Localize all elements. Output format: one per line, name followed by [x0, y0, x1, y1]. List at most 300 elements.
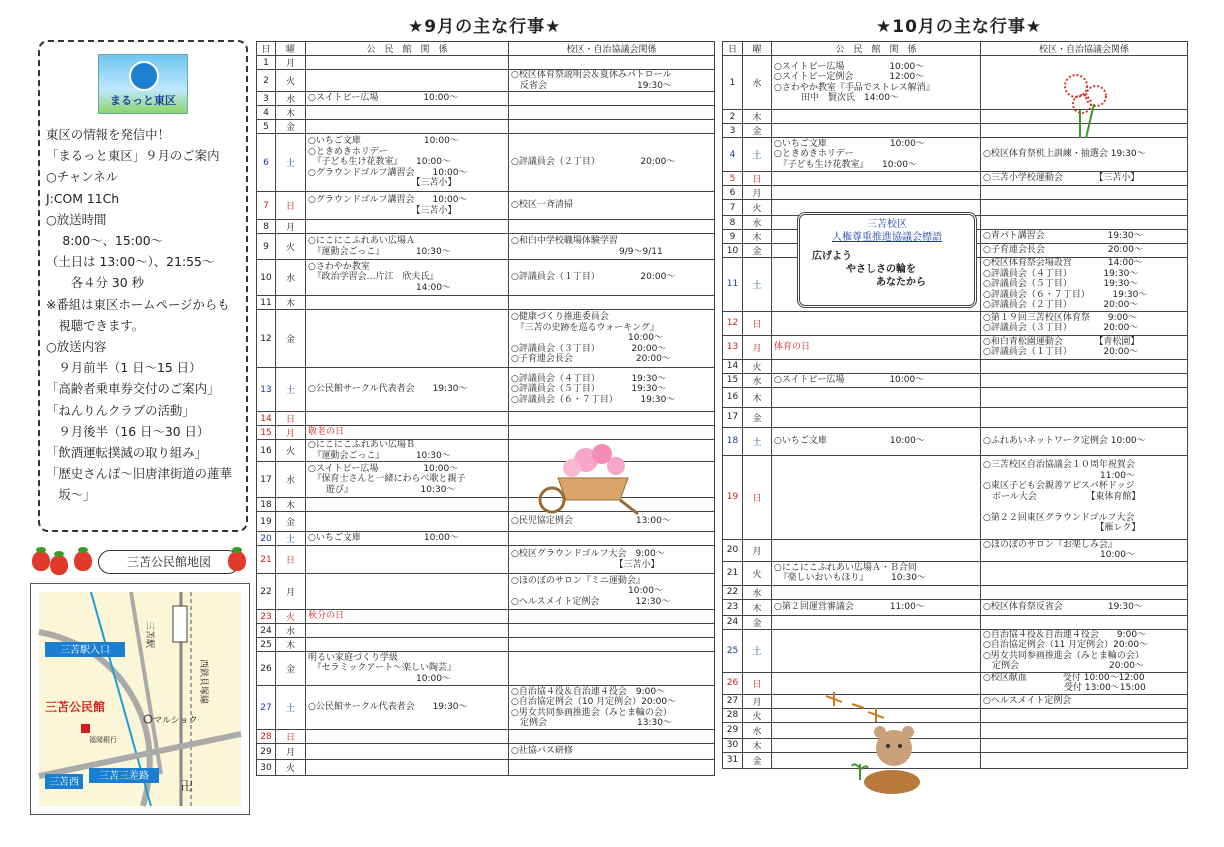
- school-cell: ○和白青松園運動会 【青松園】 ○評議員会（１丁目） 20:00～: [981, 335, 1188, 359]
- weekday-cell: 木: [276, 638, 306, 652]
- weekday-cell: 月: [743, 335, 772, 359]
- table-row: [257, 532, 715, 546]
- day-cell: 10: [723, 244, 743, 258]
- strawberry-icon: [228, 551, 246, 571]
- table-row: [257, 368, 715, 412]
- weekday-cell: 日: [276, 730, 306, 744]
- school-cell: [981, 561, 1188, 585]
- strawberry-icon: [50, 555, 68, 575]
- school-cell: [509, 652, 715, 686]
- kominkan-cell: ○第２回運営審議会 11:00～: [772, 599, 981, 615]
- weekday-cell: 月: [276, 220, 306, 234]
- access-map: [30, 583, 250, 815]
- info-line: ○放送時間: [46, 211, 107, 227]
- table-header-row: [723, 42, 1188, 56]
- school-cell: [509, 296, 715, 310]
- map-title-bar: [30, 547, 250, 579]
- day-cell: 19: [257, 512, 276, 532]
- map-label-railway: 西鉄貝塚線: [198, 659, 208, 705]
- weekday-cell: 水: [276, 92, 306, 106]
- school-cell: [981, 752, 1188, 768]
- info-line: ○チャンネル: [46, 169, 119, 185]
- school-cell: ○評議員会（２丁目） 20:00～: [509, 134, 715, 192]
- kominkan-cell: [306, 730, 509, 744]
- weekday-cell: 日: [276, 412, 306, 426]
- weekday-cell: 月: [276, 574, 306, 610]
- kominkan-cell: [772, 110, 981, 124]
- weekday-cell: 木: [743, 387, 772, 407]
- slogan-line2: やさしさの輪を: [846, 264, 916, 275]
- school-cell: [509, 760, 715, 776]
- school-cell: [509, 610, 715, 624]
- weekday-cell: 木: [743, 599, 772, 615]
- kominkan-cell: ○スイトピー広場 10:00～: [772, 373, 981, 387]
- weekday-cell: 日: [743, 455, 772, 539]
- day-cell: 29: [257, 744, 276, 760]
- map-label-shrine: 卍: [181, 779, 194, 793]
- oct-title: ★10月の主な行事★: [876, 17, 1043, 37]
- school-cell: [981, 708, 1188, 722]
- map-label-station-entrance: 三苫駅入口: [60, 645, 110, 656]
- table-row: [723, 561, 1188, 585]
- table-row: [257, 310, 715, 368]
- day-cell: 17: [257, 462, 276, 498]
- table-row: [723, 752, 1188, 768]
- day-cell: 8: [257, 220, 276, 234]
- school-cell: [509, 730, 715, 744]
- school-cell: [509, 120, 715, 134]
- info-line: 東区の情報を発信中！: [46, 127, 170, 142]
- info-line: ※番組は東区ホームページからも: [46, 296, 230, 312]
- kominkan-cell: ○スイトピー広場 10:00～: [306, 92, 509, 106]
- weekday-cell: 金: [276, 310, 306, 368]
- kominkan-cell: ○さわやか教室 『政治学習会…片江 欣夫氏』 14:00～: [306, 260, 509, 296]
- kominkan-cell: [306, 106, 509, 120]
- table-row: [257, 610, 715, 624]
- weekday-cell: 土: [276, 686, 306, 730]
- weekday-cell: 木: [276, 498, 306, 512]
- kominkan-cell: ○公民館サークル代表者会 19:30～: [306, 368, 509, 412]
- table-row: [257, 744, 715, 760]
- day-cell: 17: [723, 407, 743, 427]
- weekday-cell: 火: [743, 200, 772, 216]
- table-row: [257, 106, 715, 120]
- day-cell: 14: [257, 412, 276, 426]
- day-cell: 7: [257, 192, 276, 220]
- day-cell: 23: [723, 599, 743, 615]
- school-cell: ○ふれあいネットワーク定例会 10:00～: [981, 427, 1188, 455]
- weekday-cell: 土: [743, 629, 772, 672]
- day-cell: 8: [723, 216, 743, 230]
- weekday-cell: 土: [743, 427, 772, 455]
- school-cell: [509, 638, 715, 652]
- logo-text: まるっと東区: [110, 94, 176, 107]
- day-cell: 27: [723, 694, 743, 708]
- info-line: 8:00～、15:00～: [46, 233, 164, 249]
- weekday-cell: 水: [743, 373, 772, 387]
- info-line: J:COM 11Ch: [46, 190, 120, 206]
- school-cell: ○ほのぼのサロン『お楽しみ会』 10:00～: [981, 539, 1188, 561]
- kominkan-cell: [306, 296, 509, 310]
- day-cell: 10: [257, 260, 276, 296]
- school-cell: ○校区体育祭机上訓練・抽選会 19:30～: [981, 138, 1188, 172]
- hall-marker: [81, 724, 90, 733]
- table-row: [723, 694, 1188, 708]
- kominkan-cell: [306, 744, 509, 760]
- kominkan-cell: [772, 359, 981, 373]
- col-header-weekday: 曜: [743, 42, 772, 56]
- bear-with-dragonflies-icon: [820, 688, 930, 798]
- info-line: 「高齢者乗車券交付のご案内」: [46, 381, 220, 397]
- kominkan-cell: 秋分の日: [306, 610, 509, 624]
- col-header-kominkan: 公 民 館 関 係: [306, 42, 509, 56]
- kominkan-cell: [306, 412, 509, 426]
- table-row: [257, 134, 715, 192]
- day-cell: 4: [257, 106, 276, 120]
- day-cell: 7: [723, 200, 743, 216]
- kominkan-cell: 敬老の日: [306, 426, 509, 440]
- weekday-cell: 日: [276, 192, 306, 220]
- kominkan-cell: 体育の日: [772, 335, 981, 359]
- school-cell: [981, 373, 1188, 387]
- table-row: [723, 407, 1188, 427]
- weekday-cell: 水: [276, 462, 306, 498]
- weekday-cell: 月: [276, 426, 306, 440]
- slogan-box: [797, 212, 977, 308]
- day-cell: 9: [257, 234, 276, 260]
- weekday-cell: 土: [276, 532, 306, 546]
- weekday-cell: 土: [276, 134, 306, 192]
- school-cell: ○和白中学校職場体験学習 9/9～9/11: [509, 234, 715, 260]
- school-cell: ○校区グラウンドゴルフ大会 9:00～ 【三苫小】: [509, 546, 715, 574]
- kominkan-cell: [772, 311, 981, 335]
- school-cell: [981, 407, 1188, 427]
- kominkan-cell: [306, 624, 509, 638]
- weekday-cell: 日: [276, 546, 306, 574]
- table-row: [257, 760, 715, 776]
- table-row: [257, 234, 715, 260]
- table-row: [723, 629, 1188, 672]
- day-cell: 3: [723, 124, 743, 138]
- school-cell: [509, 412, 715, 426]
- day-cell: 18: [723, 427, 743, 455]
- table-row: [257, 220, 715, 234]
- day-cell: 21: [723, 561, 743, 585]
- weekday-cell: 日: [743, 172, 772, 186]
- slogan-line3: あなたから: [876, 277, 926, 288]
- school-cell: ○校区体育祭反省会 19:30～: [981, 599, 1188, 615]
- day-cell: 13: [723, 335, 743, 359]
- weekday-cell: 水: [276, 624, 306, 638]
- weekday-cell: 木: [743, 230, 772, 244]
- weekday-cell: 土: [276, 368, 306, 412]
- table-row: [723, 738, 1188, 752]
- table-row: [723, 585, 1188, 599]
- school-cell: ○三苫校区自治協議会１０周年祝賀会 11:00～ ○東区子ども会親善アピスパ杯ドッジ ボール大会 【東体育館】 ○第２２回東区グラウンドゴルフ大会 【雁レク】: [981, 455, 1188, 539]
- day-cell: 28: [723, 708, 743, 722]
- day-cell: 20: [257, 532, 276, 546]
- weekday-cell: 土: [743, 138, 772, 172]
- weekday-cell: 火: [743, 359, 772, 373]
- col-header-kominkan: 公 民 館 関 係: [772, 42, 981, 56]
- table-row: [257, 70, 715, 92]
- table-row: [257, 686, 715, 730]
- info-box: [38, 40, 248, 532]
- school-cell: [981, 722, 1188, 738]
- info-line: 「ねんりんクラブの活動」: [46, 402, 195, 418]
- school-cell: ○三苫小学校運動会 【三苫小】: [981, 172, 1188, 186]
- map-label-crossroad: 三苫三差路: [99, 771, 149, 782]
- logo-mark-icon: [129, 61, 159, 91]
- slogan-org: 三苫校区: [867, 219, 907, 230]
- table-row: [723, 138, 1188, 172]
- kominkan-cell: ○にこにこふれあい広場Ａ・Ｂ合同 『楽しいおいもほり』 10:30～: [772, 561, 981, 585]
- weekday-cell: 月: [276, 56, 306, 70]
- day-cell: 26: [257, 652, 276, 686]
- slogan-org2: 人権尊重推進協議会標語: [832, 232, 942, 243]
- col-header-school: 校区・自治協議会関係: [509, 42, 715, 56]
- school-cell: ○ほのぼのサロン『ミニ運動会』 10:00～ ○ヘルスメイト定例会 12:30～: [509, 574, 715, 610]
- weekday-cell: 木: [743, 110, 772, 124]
- map-label-mitoma-nishi: 三苫西: [49, 777, 79, 788]
- info-line: 坂～」: [46, 487, 96, 503]
- day-cell: 12: [723, 311, 743, 335]
- day-cell: 30: [723, 738, 743, 752]
- day-cell: 28: [257, 730, 276, 744]
- day-cell: 5: [723, 172, 743, 186]
- kominkan-cell: [306, 498, 509, 512]
- table-row: [257, 546, 715, 574]
- kominkan-cell: [772, 124, 981, 138]
- day-cell: 11: [257, 296, 276, 310]
- info-line: （土日は 13:00～）、21:55～: [46, 254, 215, 270]
- kominkan-cell: ○いちご文庫 10:00～: [306, 532, 509, 546]
- red-spider-lily-icon: [1050, 66, 1120, 140]
- day-cell: 4: [723, 138, 743, 172]
- table-row: [723, 172, 1188, 186]
- school-cell: [509, 56, 715, 70]
- map-title: 三苫公民館地図: [98, 550, 240, 574]
- school-cell: [981, 200, 1188, 216]
- kominkan-cell: ○いちご文庫 10:00～: [772, 427, 981, 455]
- day-cell: 2: [723, 110, 743, 124]
- table-row: [257, 120, 715, 134]
- map-svg: [31, 584, 249, 814]
- table-row: [723, 599, 1188, 615]
- table-header-row: [257, 42, 715, 56]
- kominkan-cell: [306, 70, 509, 92]
- kominkan-cell: [306, 56, 509, 70]
- school-cell: ○健康づくり推進委員会 『三苫の史跡を巡るウォーキング』 10:00～ ○評議員会（３丁目） 20:00～ ○子育連会長会 20:00～: [509, 310, 715, 368]
- day-cell: 12: [257, 310, 276, 368]
- school-cell: ○評議員会（１丁目） 20:00～: [509, 260, 715, 296]
- map-label-station: 三苫駅: [144, 621, 154, 649]
- info-line: 視聴できます。: [46, 317, 145, 333]
- table-row: [257, 56, 715, 70]
- day-cell: 19: [723, 455, 743, 539]
- weekday-cell: 水: [276, 260, 306, 296]
- weekday-cell: 水: [743, 585, 772, 599]
- weekday-cell: 木: [743, 738, 772, 752]
- day-cell: 11: [723, 258, 743, 312]
- info-line: 各４分 30 秒: [46, 275, 144, 291]
- weekday-cell: 日: [743, 672, 772, 694]
- school-cell: [981, 186, 1188, 200]
- day-cell: 22: [257, 574, 276, 610]
- school-cell: [509, 92, 715, 106]
- day-cell: 6: [723, 186, 743, 200]
- weekday-cell: 火: [276, 610, 306, 624]
- kominkan-cell: [306, 760, 509, 776]
- table-row: [723, 427, 1188, 455]
- info-line: ９月後半（16 日～30 日）: [46, 423, 210, 439]
- day-cell: 16: [257, 440, 276, 462]
- weekday-cell: 金: [276, 512, 306, 532]
- day-cell: 29: [723, 722, 743, 738]
- table-row: [257, 730, 715, 744]
- day-cell: 14: [723, 359, 743, 373]
- kominkan-cell: 明るい家庭づくり学級 『セラミックアート～楽しい陶芸』 10:00～: [306, 652, 509, 686]
- school-cell: ○ヘルスメイト定例会: [981, 694, 1188, 708]
- weekday-cell: 金: [276, 652, 306, 686]
- weekday-cell: 火: [743, 561, 772, 585]
- table-row: [257, 296, 715, 310]
- kominkan-cell: ○スイトピー広場 10:00～ 『保育士さんと一緒にわらべ歌と親子 遊び』 10:30～: [306, 462, 509, 498]
- table-row: [723, 708, 1188, 722]
- day-cell: 18: [257, 498, 276, 512]
- table-row: [257, 638, 715, 652]
- col-header-school: 校区・自治協議会関係: [981, 42, 1188, 56]
- day-cell: 9: [723, 230, 743, 244]
- day-cell: 31: [723, 752, 743, 768]
- oct-calendar-table: [722, 41, 1188, 769]
- table-row: [257, 412, 715, 426]
- kominkan-cell: ○いちご文庫 10:00～ ○ときめきホリデー 『子ども生け花教室』 10:00～ ○グラウンドゴルフ講習会 10:00～ 【三苫小】: [306, 134, 509, 192]
- school-cell: ○校区体育祭説明会＆夏休みパトロール 反省会 19:30～: [509, 70, 715, 92]
- weekday-cell: 水: [743, 722, 772, 738]
- flower-cart-icon: [536, 438, 646, 520]
- weekday-cell: 月: [276, 744, 306, 760]
- kominkan-cell: ○スイトピー広場 10:00～ ○スイトピー定例会 12:00～ ○さわやか教室『手品でストレス解消』 田中 賢次氏 14:00～: [772, 56, 981, 110]
- table-row: [723, 672, 1188, 694]
- table-row: [723, 722, 1188, 738]
- kominkan-cell: [306, 220, 509, 234]
- school-cell: [509, 220, 715, 234]
- school-cell: ○校区体育祭会場設営 14:00～ ○評議員会（４丁目） 19:30～ ○評議員会（５丁目） 19:30～ ○評議員会（６・７丁目） 19:30～ ○評議員会（２丁目） 20:00～: [981, 258, 1188, 312]
- school-cell: ○自治協４役＆自治連４役会 9:00～ ○自治協定例会（11 月定例会）20:00～ ○男女共同参画推進会（みとま輪の会） 定例会 20:00～: [981, 629, 1188, 672]
- col-header-weekday: 曜: [276, 42, 306, 56]
- school-cell: [981, 359, 1188, 373]
- school-cell: [509, 624, 715, 638]
- sep-calendar-table: [256, 41, 715, 776]
- kominkan-cell: ○いちご文庫 10:00～ ○ときめきホリデー 『子ども生け花教室』 10:00～: [772, 138, 981, 172]
- weekday-cell: 火: [276, 70, 306, 92]
- school-cell: [981, 387, 1188, 407]
- info-line: 「歴史さんぽ～旧唐津街道の蓮華: [46, 466, 232, 482]
- kominkan-cell: [772, 387, 981, 407]
- day-cell: 3: [257, 92, 276, 106]
- weekday-cell: 木: [276, 106, 306, 120]
- kominkan-cell: [306, 512, 509, 532]
- info-lines: [46, 124, 240, 506]
- weekday-cell: 火: [743, 708, 772, 722]
- sep-title: ★9月の主な行事★: [408, 17, 562, 37]
- weekday-cell: 火: [276, 440, 306, 462]
- kominkan-cell: [772, 585, 981, 599]
- weekday-cell: 金: [743, 615, 772, 629]
- table-row: [723, 455, 1188, 539]
- slogan-line1: 広げよう: [812, 251, 852, 262]
- day-cell: 15: [257, 426, 276, 440]
- school-cell: ○自治協４役＆自治連４役会 9:00～ ○自治協定例会（10 月定例会）20:00～ ○男女共同参画推進会（みとま輪の会） 定例会 13:30～: [509, 686, 715, 730]
- day-cell: 25: [723, 629, 743, 672]
- kominkan-cell: [772, 615, 981, 629]
- kominkan-cell: [306, 120, 509, 134]
- info-line: ○放送内容: [46, 339, 107, 355]
- school-cell: [509, 106, 715, 120]
- school-cell: ○民児協定例会 13:00～: [509, 512, 715, 532]
- weekday-cell: 火: [276, 234, 306, 260]
- kominkan-cell: [306, 638, 509, 652]
- kominkan-cell: [772, 172, 981, 186]
- table-row: [257, 260, 715, 296]
- weekday-cell: 水: [743, 56, 772, 110]
- weekday-cell: 金: [743, 124, 772, 138]
- weekday-cell: 月: [743, 694, 772, 708]
- school-cell: [981, 216, 1188, 230]
- info-line: 「まるっと東区」９月のご案内: [46, 148, 220, 164]
- day-cell: 1: [257, 56, 276, 70]
- school-cell: [509, 532, 715, 546]
- weekday-cell: 火: [276, 760, 306, 776]
- table-row: [723, 615, 1188, 629]
- kominkan-cell: ○公民館サークル代表者会 19:30～: [306, 686, 509, 730]
- weekday-cell: 月: [743, 539, 772, 561]
- table-row: [257, 652, 715, 686]
- school-cell: ○第１９回三苫校区体育祭 9:00～ ○評議員会（３丁目） 20:00～: [981, 311, 1188, 335]
- table-row: [723, 186, 1188, 200]
- day-cell: 23: [257, 610, 276, 624]
- kominkan-cell: ○にこにこふれあい広場Ａ 『運動会ごっこ』 10:30～: [306, 234, 509, 260]
- weekday-cell: 金: [743, 244, 772, 258]
- school-cell: ○青パト講習会 19:30～: [981, 230, 1188, 244]
- table-row: [257, 624, 715, 638]
- marutto-logo: [98, 54, 188, 114]
- info-line: ９月前半（1 日～15 日）: [46, 360, 202, 376]
- day-cell: 16: [723, 387, 743, 407]
- kominkan-cell: [772, 455, 981, 539]
- school-cell: ○子育連会長会 20:00～: [981, 244, 1188, 258]
- col-header-day: 日: [257, 42, 276, 56]
- weekday-cell: 金: [743, 407, 772, 427]
- table-row: [723, 335, 1188, 359]
- table-row: [723, 373, 1188, 387]
- table-row: [257, 92, 715, 106]
- weekday-cell: 木: [276, 296, 306, 310]
- info-line: 「飲酒運転撲滅の取り組み」: [46, 445, 208, 461]
- map-label-bank: 福岡銀行: [89, 736, 117, 744]
- school-cell: ○校区一斉清掃: [509, 192, 715, 220]
- map-label-hall: 三苫公民館: [45, 700, 106, 714]
- day-cell: 24: [257, 624, 276, 638]
- col-header-day: 日: [723, 42, 743, 56]
- table-row: [723, 539, 1188, 561]
- strawberry-icon: [32, 551, 50, 571]
- school-cell: ○校区献血 受付 10:00～12:00 受付 13:00～15:00: [981, 672, 1188, 694]
- day-cell: 6: [257, 134, 276, 192]
- weekday-cell: 日: [743, 311, 772, 335]
- kominkan-cell: [772, 539, 981, 561]
